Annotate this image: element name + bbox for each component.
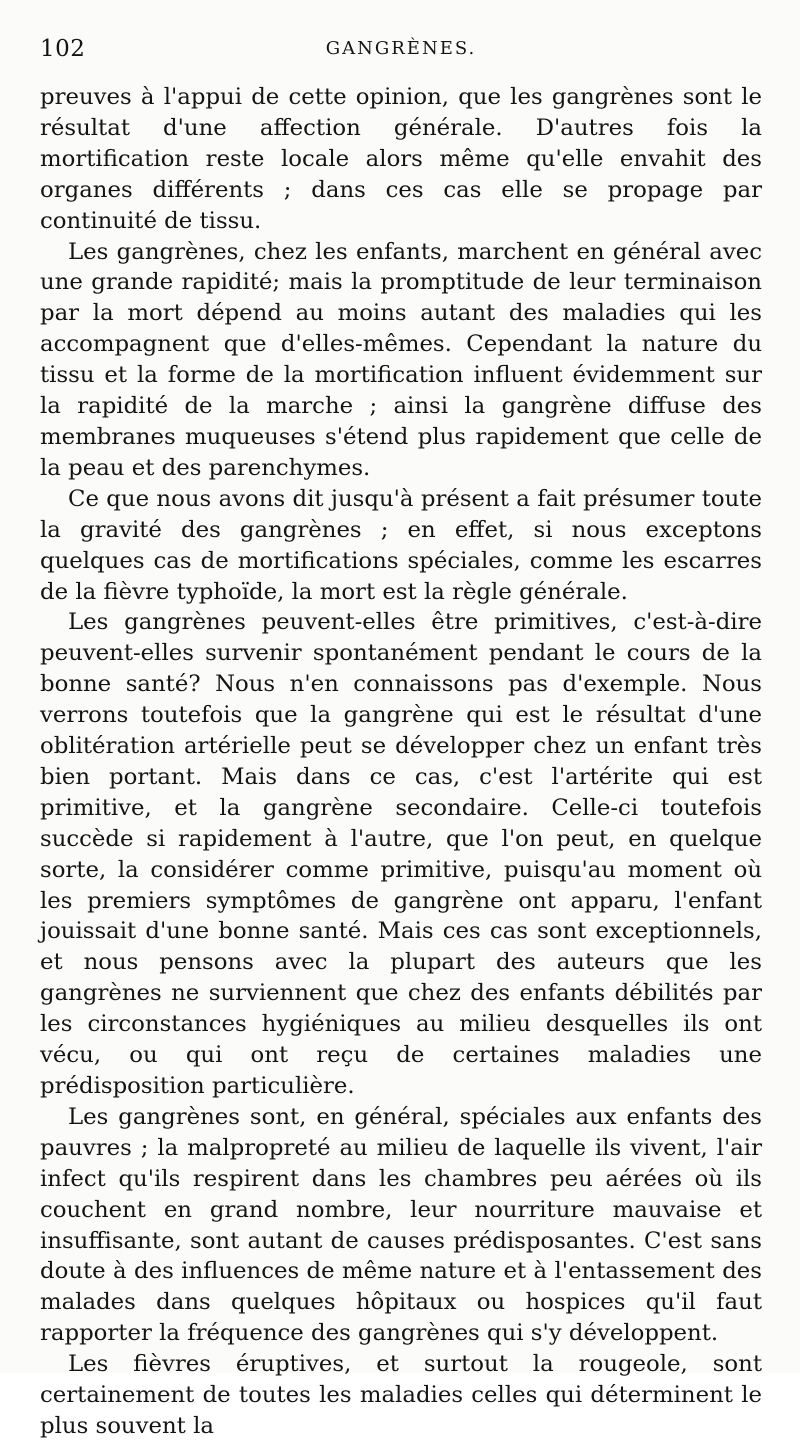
paragraph: Les gangrènes, chez les enfants, marchent en général avec une grande rapidité; mais la promptitude de leur terminaison par la mort dépend au moins autant des maladies qui les accompagnent que d'elles-mêmes. Cependant la nature du tissu et la forme de la mortification influent évidemment sur la rapidité de la marche ; ainsi la gangrène diffuse des membranes muqueuses s'étend plus rapidement que celle de la peau et des parenchymes. (40, 238, 762, 481)
paragraph: Les gangrènes peuvent-elles être primitives, c'est-à-dire peuvent-elles survenir spontanément pendant le cours de la bonne santé? Nous n'en connaissons pas d'exemple. Nous verrons toutefois que la gangrène qui est le résultat d'une oblitération artérielle peut se développer chez un enfant très bien portant. Mais dans ce cas, c'est l'artérite qui est primitive, et la gangrène secondaire. Celle-ci toutefois succède si rapidement à l'autre, que l'on peut, en quelque sorte, la considérer comme primitive, puisqu'au moment où les premiers symptômes de gangrène ont apparu, l'enfant jouissait d'une bonne santé. Mais ces cas sont exceptionnels, et nous pensons avec la plupart des auteurs que les gangrènes ne surviennent que chez des enfants débilités par les circonstances hygiéniques au milieu desquelles ils ont vécu, ou qui ont reçu de certaines maladies une prédisposition particulière. (40, 609, 762, 1099)
paragraph: Les fièvres éruptives, et surtout la rougeole, sont certainement de toutes les maladies celles qui déterminent le plus souvent la (40, 1351, 762, 1439)
body-text (40, 82, 762, 1442)
page-number: 102 (40, 36, 86, 62)
running-head (40, 34, 762, 74)
running-title: GANGRÈNES. (325, 38, 477, 59)
paragraph: Ce que nous avons dit jusqu'à présent a fait présumer toute la gravité des gangrènes ; en effet, si nous exceptons quelques cas de mortifications spéciales, comme les escarres de la fièvre typhoïde, la mort est la règle générale. (40, 485, 762, 605)
paragraph-continuation: preuves à l'appui de cette opinion, que les gangrènes sont le résultat d'une affection générale. D'autres fois la mortification reste locale alors même qu'elle envahit des organes différents ; dans ces cas elle se propage par continuité de tissu. (40, 84, 762, 234)
paragraph: Les gangrènes sont, en général, spéciales aux enfants des pauvres ; la malpropreté au milieu de laquelle ils vivent, l'air infect qu'ils respirent dans les chambres peu aérées où ils couchent en grand nombre, leur nourriture mauvaise et insuffisante, sont autant de causes prédisposantes. C'est sans doute à des influences de même nature et à l'entassement des malades dans quelques hôpitaux ou hospices qu'il faut rapporter la fréquence des gangrènes qui s'y développent. (40, 1103, 762, 1347)
